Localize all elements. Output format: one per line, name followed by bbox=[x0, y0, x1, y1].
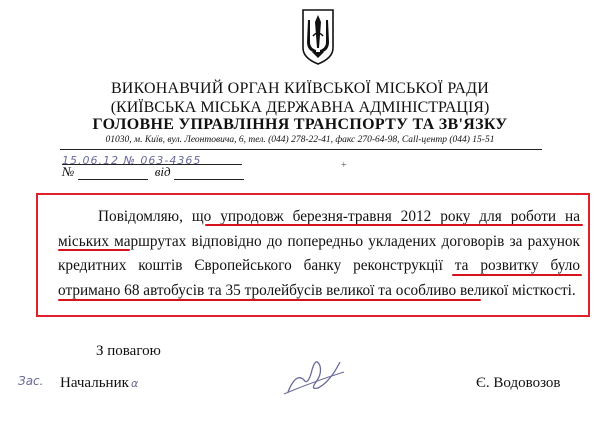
letterhead-divider bbox=[60, 149, 542, 150]
cross-mark: + bbox=[341, 160, 347, 171]
letterhead-administration: (КИЇВСЬКА МІСЬКА ДЕРЖАВНА АДМІНІСТРАЦІЯ) bbox=[110, 99, 490, 116]
letterhead-address: 01030, м. Київ, вул. Леонтовича, 6, тел. (044) 278-22-41, факс 270-64-98, Call-центр (044) 15-51 bbox=[105, 135, 495, 145]
incoming-number-blank bbox=[78, 167, 148, 180]
signatory-position: Начальник bbox=[60, 375, 129, 391]
signatory-name: Є. Водовозов bbox=[476, 375, 561, 391]
reference-incoming bbox=[62, 164, 244, 180]
handwritten-signature-icon bbox=[282, 352, 346, 398]
from-label: від bbox=[154, 164, 171, 179]
body-paragraph: Повідомляю, що упродовж березня-травня 2012 року для роботи на міських маршрутах відповідно до попередньо укладених договорів за рахунок кредитних коштів Європейського банку реконструкції та розвитку було отримано 68 автобусів та 35 тролейбусів великої та особливо великої місткості. bbox=[58, 208, 580, 299]
letterhead-department: ГОЛОВНЕ УПРАВЛІННЯ ТРАНСПОРТУ ТА ЗВ'ЯЗКУ bbox=[92, 116, 508, 133]
handwritten-note: Зас. bbox=[18, 374, 44, 388]
underline-routes bbox=[58, 249, 130, 251]
position-mark: α bbox=[131, 377, 139, 390]
incoming-date-blank bbox=[174, 167, 244, 180]
letterhead-organization: ВИКОНАВЧИЙ ОРГАН КИЇВСЬКОЇ МІСЬКОЇ РАДИ bbox=[110, 80, 490, 97]
underline-period bbox=[205, 224, 583, 226]
number-sign: № bbox=[62, 164, 75, 179]
underline-vehicles bbox=[58, 299, 481, 301]
closing-regards: З повагою bbox=[96, 343, 161, 359]
ukraine-trident-emblem-icon bbox=[300, 8, 336, 66]
letter-body bbox=[58, 205, 580, 303]
reference-date-number: 15.06.12 № 063-4365 bbox=[62, 154, 202, 167]
underline-received bbox=[452, 274, 582, 276]
